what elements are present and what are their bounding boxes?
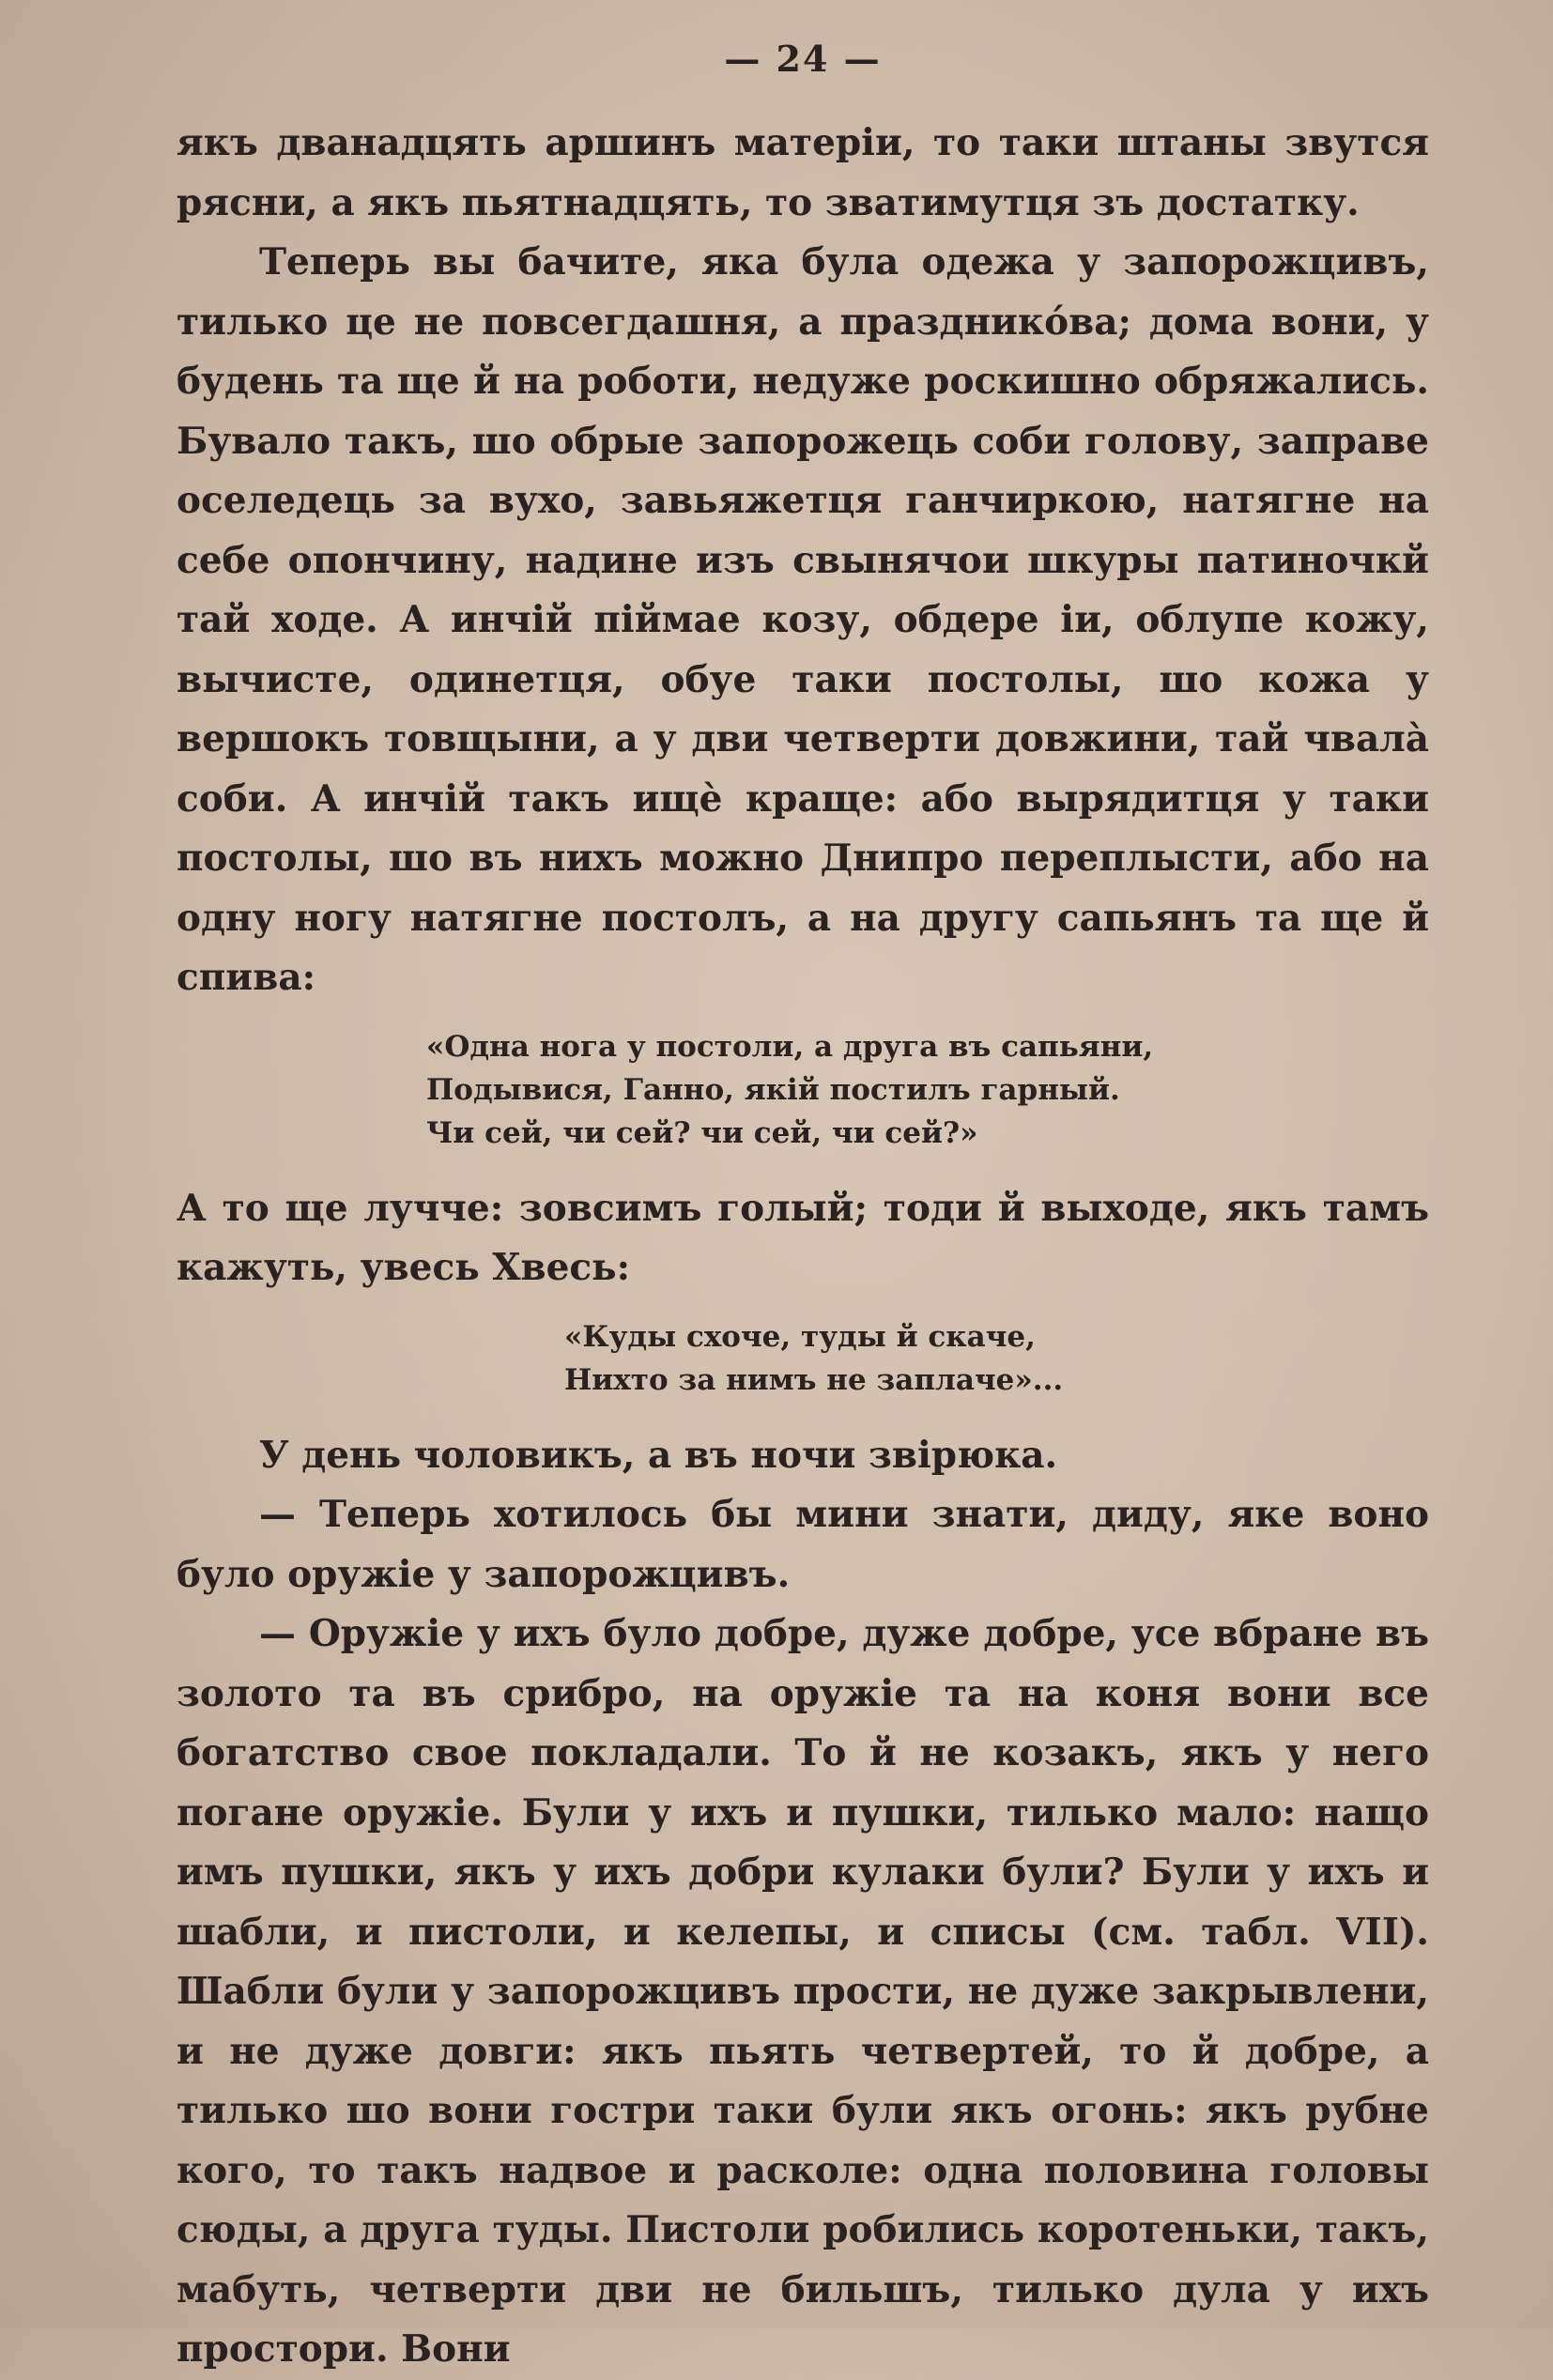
verse-line: Подывися, Ганно, якій постилъ гарный.	[426, 1072, 1120, 1107]
verse-quote	[177, 1025, 1429, 1155]
paragraph: якъ дванадцять аршинъ матеріи, то таки штаны звутся рясни, а якъ пьятнадцять, то зватимутця зъ достатку.	[177, 121, 1429, 224]
verse-line: Чи сей, чи сей? чи сей, чи сей?»	[426, 1115, 978, 1150]
page-number: — 24 —	[724, 38, 882, 80]
paragraph: А то ще лучче: зовсимъ голый; тоди й выходе, якъ тамъ кажуть, увесь Хвесь:	[177, 1186, 1429, 1289]
paragraph: — Оружіе у ихъ було добре, дуже добре, усе вбране въ золото та въ срибро, на оружіе та на коня вони все богатство свое покладали. То й не козакъ, якъ у него погане оружіе. Були у ихъ и пушки, тилько мало: нащо имъ пушки, якъ у ихъ добри кулаки були? Були у ихъ и шабли, и пистоли, и келепы, и списы (см. табл. VII). Шабли були у запорожцивъ прости, не дуже закрывлени, и не дуже довги: якъ пьять четвертей, то й добре, а тилько шо вони гостри таки були якъ огонь: якъ рубне кого, то такъ надвое и расколе: одна половина головы сюды, а друга туды. Пистоли робились коротеньки, такъ, мабуть, четверти дви не бильшъ, тилько дула у ихъ простори. Вони	[177, 1612, 1429, 2371]
verse-line: «Одна нога у постоли, а друга въ сапьяни,	[426, 1029, 1154, 1064]
verse-line: «Куды схоче, туды й скаче,	[564, 1319, 1036, 1354]
verse-quote	[177, 1315, 1429, 1402]
page-text	[177, 114, 1429, 2380]
verse-line: Нихто за нимъ не заплаче»...	[564, 1362, 1064, 1397]
paragraph: У день чоловикъ, а въ ночи звірюка.	[259, 1433, 1058, 1477]
paragraph: Теперь вы бачите, яка була одежа у запорожцивъ, тилько це не повсегдашня, а праздникóва; дома вони, у будень та ще й на роботи, недуже роскишно обряжались. Бувало такъ, шо обрые запорожець соби голову, заправе оселедець за вухо, завьяжетця ганчиркою, натягне на себе опончину, надине изъ свынячои шкуры патиночкй тай ходе. А инчій піймае козу, обдере іи, облупе кожу, вычисте, одинетця, обуе таки постолы, шо кожа у вершокъ товщыни, а у дви четверти довжини, тай чвалà соби. А инчій такъ ищè краще: або вырядитця у таки постолы, шо въ нихъ можно Днипро переплысти, або на одну ногу натягне постолъ, а на другу сапьянъ та ще й спива:	[177, 240, 1429, 999]
paragraph: — Теперь хотилось бы мини знати, диду, яке воно було оружіе у запорожцивъ.	[177, 1493, 1429, 1596]
